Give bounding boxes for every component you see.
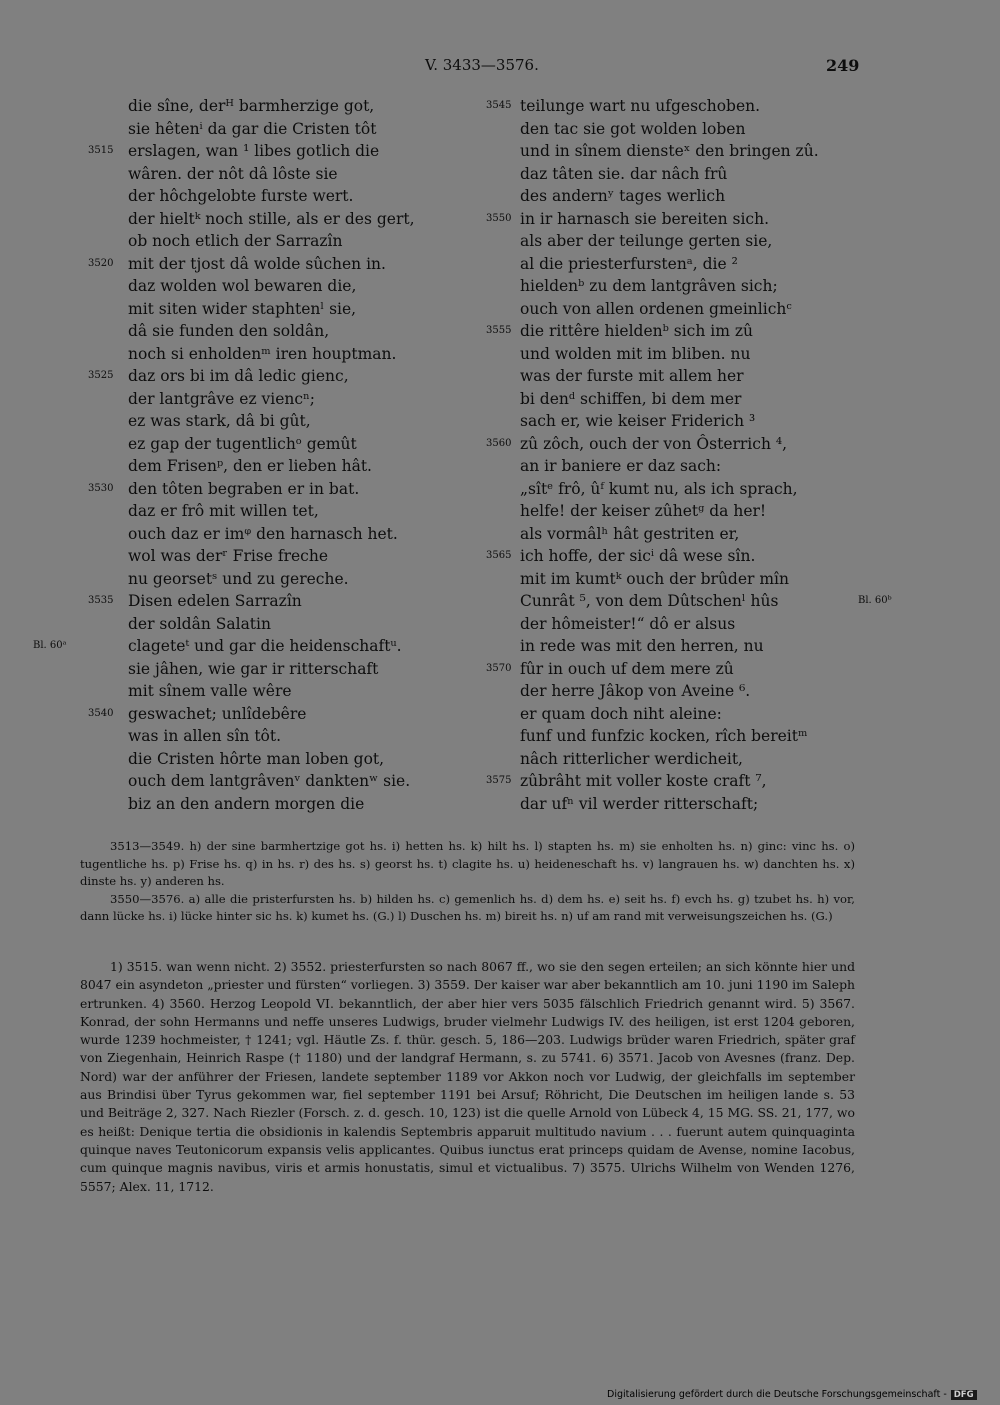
verse-text: mit siten wider staphtenˡ sie, [128, 299, 357, 318]
verse-text: sie hêtenⁱ da gar die Cristen tôt [128, 119, 377, 138]
verse-text: dem Frisenᵖ, den er lieben hât. [128, 457, 372, 475]
verse-line [520, 118, 850, 141]
verse-line [128, 163, 458, 186]
verse-text: teilunge wart nu ufgeschoben. [520, 97, 761, 115]
verse-text: Cunrât ⁵, von dem Dûtschenˡ hûs [520, 592, 779, 610]
verse-text: als vormâlʰ hât gestriten er, [520, 524, 740, 543]
verse-line [486, 545, 850, 568]
line-number: 3545 [486, 100, 512, 111]
verse-line [128, 455, 458, 478]
verse-line [520, 275, 850, 298]
verse-line [520, 680, 850, 703]
verse-text: was in allen sîn tôt. [128, 727, 282, 745]
verse-text: die sîne, derᴴ barmherzige got, [128, 97, 375, 115]
verse-line [128, 613, 458, 636]
verse-line [128, 793, 458, 816]
footer-text: Digitalisierung gefördert durch die Deutsche Forschungsgemeinschaft - [607, 1389, 947, 1400]
verse-line [128, 410, 458, 433]
line-number: 3540 [88, 707, 114, 719]
footer-credit [607, 1389, 977, 1400]
verse-line [486, 95, 850, 118]
verse-text: in ir harnasch sie bereiten sich. [520, 209, 770, 228]
verse-line [128, 230, 458, 253]
verse-text: ich hoffe, der sicⁱ dâ wese sîn. [520, 547, 756, 565]
verse-text: und in sînem diensteˣ den bringen zû. [520, 142, 819, 160]
verse-line [520, 455, 850, 478]
verse-line [520, 635, 850, 658]
verse-line [128, 680, 458, 703]
verse-text: helfe! der keiser zûhetᵍ da her! [520, 502, 767, 520]
verse-line [128, 545, 458, 568]
verse-line [520, 590, 892, 613]
verse-text: daz wolden wol bewaren die, [128, 277, 357, 295]
verse-line [128, 770, 458, 793]
verse-line [128, 388, 458, 411]
verse-line [520, 343, 850, 366]
verse-text: der herre Jâkop von Aveine ⁶. [520, 682, 751, 700]
verse-line [520, 185, 850, 208]
verse-text: ouch von allen ordenen gmeinlichᶜ [520, 299, 792, 318]
verse-text: ez was stark, dâ bi gût, [128, 412, 311, 430]
verse-text: und wolden mit im bliben. nu [520, 344, 751, 363]
verse-text: als aber der teilunge gerten sie, [520, 232, 773, 250]
verse-line [486, 770, 850, 793]
verse-line [520, 388, 850, 411]
verse-line [128, 523, 458, 546]
verse-line [520, 365, 850, 388]
left-verse-column [33, 95, 458, 815]
verse-text: ouch daz er imᵠ den harnasch het. [128, 524, 398, 543]
page-number: 249 [826, 56, 860, 75]
verse-line [33, 635, 458, 658]
verse-text: die rittêre hieldenᵇ sich im zû [520, 322, 753, 340]
verse-line [128, 568, 458, 591]
verse-line [88, 590, 458, 613]
verse-text: dâ sie funden den soldân, [128, 322, 330, 340]
verse-line [520, 703, 850, 726]
verse-text: mit sînem valle wêre [128, 682, 292, 700]
folio-marker: Bl. 60ᵃ [33, 640, 67, 651]
folio-marker: Bl. 60ᵇ [858, 595, 892, 606]
verse-text: an ir baniere er daz sach: [520, 457, 722, 475]
verse-text: die Cristen hôrte man loben got, [128, 749, 385, 768]
verse-line [128, 343, 458, 366]
verse-text: der hieltᵏ noch stille, als er des gert, [128, 209, 415, 228]
verse-text: sie jâhen, wie gar ir ritterschaft [128, 659, 379, 678]
verse-line [486, 320, 850, 343]
verse-line [128, 95, 458, 118]
verse-line [128, 208, 458, 231]
line-number: 3530 [88, 482, 114, 494]
right-verse-column [486, 95, 892, 815]
line-number: 3575 [486, 775, 512, 786]
verse-text: sach er, wie keiser Friderich ³ [520, 412, 756, 430]
verse-line [128, 658, 458, 681]
verse-text: al die priesterfurstenᵃ, die ² [520, 254, 738, 273]
verse-text: ob noch etlich der Sarrazîn [128, 232, 343, 250]
verse-line [520, 140, 850, 163]
verse-line [520, 500, 850, 523]
verse-line [520, 725, 850, 748]
verse-line [128, 433, 458, 456]
verse-range-header: V. 3433—3576. [425, 56, 539, 74]
apparatus-block-2: 3550—3576. a) alle die pristerfursten hs. b) hilden hs. c) gemenlich hs. d) dem hs. e) seit hs. f) evch hs. g) tzubet hs. h) vor, dann lücke hs. i) lücke hinter sic hs. k) kumet hs. (G.) l) Duschen hs. m) bireit hs. n) uf am rand mit verweisungszeichen hs. (G.) [80, 891, 855, 924]
verse-line [520, 478, 850, 501]
verse-text: zûbrâht mit voller koste craft ⁷, [520, 772, 767, 790]
verse-line [128, 725, 458, 748]
verse-text: mit der tjost dâ wolde sûchen in. [128, 254, 386, 273]
line-number: 3515 [88, 145, 114, 156]
verse-text: ez gap der tugentlichᵒ gemût [128, 434, 357, 453]
verse-text: in rede was mit den herren, nu [520, 637, 764, 655]
verse-line [128, 185, 458, 208]
verse-line [88, 365, 458, 388]
verse-text: der soldân Salatin [128, 614, 271, 633]
verse-text: wol was derʳ Frise freche [128, 547, 329, 565]
verse-text: „sîtᵉ frô, ûᶠ kumt nu, als ich sprach, [520, 479, 798, 498]
verse-text: der hôchgelobte furste wert. [128, 187, 354, 205]
line-number: 3565 [486, 550, 512, 561]
verse-text: mit im kumtᵏ ouch der brûder mîn [520, 569, 789, 588]
verse-line [128, 748, 458, 771]
dfg-logo: DFG [951, 1390, 977, 1400]
critical-apparatus [80, 838, 855, 926]
line-number: 3550 [486, 212, 512, 224]
line-number: 3570 [486, 662, 512, 674]
verse-line [128, 118, 458, 141]
line-number: 3560 [486, 437, 512, 449]
verse-line [520, 793, 850, 816]
verse-line [520, 523, 850, 546]
verse-line [486, 208, 850, 231]
line-number: 3525 [88, 370, 114, 381]
verse-line [88, 253, 458, 276]
verse-line [486, 658, 850, 681]
verse-line [128, 500, 458, 523]
verse-text: wâren. der nôt dâ lôste sie [128, 164, 338, 183]
verse-line [88, 478, 458, 501]
verse-text: was der furste mit allem her [520, 367, 744, 385]
verse-text: daz er frô mit willen tet, [128, 502, 319, 520]
verse-text: daz tâten sie. dar nâch frû [520, 164, 728, 183]
verse-text: des andernʸ tages werlich [520, 187, 726, 205]
line-number: 3555 [486, 325, 512, 336]
footnotes [80, 958, 855, 1196]
verse-line [128, 298, 458, 321]
verse-text: nâch ritterlicher werdicheit, [520, 749, 743, 768]
verse-line [486, 433, 850, 456]
verse-line [520, 748, 850, 771]
verse-text: zû zôch, ouch der von Ôsterrich ⁴, [520, 434, 787, 453]
verse-text: dar ufⁿ vil werder ritterschaft; [520, 794, 759, 813]
verse-line [128, 275, 458, 298]
verse-text: den tôten begraben er in bat. [128, 479, 360, 498]
verse-line [520, 230, 850, 253]
verse-line [520, 253, 850, 276]
verse-text: geswachet; unlîdebêre [128, 704, 307, 723]
verse-text: daz ors bi im dâ ledic gienc, [128, 367, 349, 385]
verse-text: bi denᵈ schiffen, bi dem mer [520, 389, 742, 408]
verse-text: fûr in ouch uf dem mere zû [520, 659, 734, 678]
verse-line [520, 410, 850, 433]
verse-text: biz an den andern morgen die [128, 794, 365, 813]
verse-text: ouch dem lantgrâvenᵛ danktenʷ sie. [128, 772, 411, 790]
verse-text: der lantgrâve ez viencⁿ; [128, 389, 316, 408]
verse-text: noch si enholdenᵐ iren houptman. [128, 344, 397, 363]
verse-line [128, 320, 458, 343]
verse-line [520, 568, 850, 591]
verse-text: erslagen, wan ¹ libes gotlich die [128, 142, 380, 160]
verse-text: hieldenᵇ zu dem lantgrâven sich; [520, 277, 778, 295]
verse-text: der hômeister!“ dô er alsus [520, 614, 736, 633]
verse-line [520, 613, 850, 636]
verse-text: funf und funfzic kocken, rîch bereitᵐ [520, 727, 808, 745]
verse-line [520, 298, 850, 321]
footnotes-text: 1) 3515. wan wenn nicht. 2) 3552. priesterfursten so nach 8067 ff., wo sie den segen erteilen; an sich könnte hier und 8047 ein asyndeton „priester und fürsten“ vorliegen. 3) 3559. Der kaiser war aber bekanntlich am 10. juni 1190 im Saleph ertrunken. 4) 3560. Herzog Leopold VI. bekanntlich, der aber hier vers 5035 fälschlich Friedrich genannt wird. 5) 3567. Konrad, der sohn Hermanns und neffe unseres Ludwigs, bruder vielmehr Ludwigs IV. des heiligen, ist erst 1204 geboren, wurde 1239 hochmeister, † 1241; vgl. Häutle Zs. f. thür. gesch. 5, 186—203. Ludwigs brüder waren Friedrich, später graf von Ziegenhain, Heinrich Raspe († 1180) und der landgraf Hermann, s. zu 5741. 6) 3571. Jacob von Avesnes (franz. Dep. Nord) war der anführer der Friesen, landete september 1189 vor Akkon noch vor Ludwig, der gleichfalls im september aus Brindisi über Tyrus gekommen war, fiel september 1191 bei Arsuf; Röhricht, Die Deutschen im heiligen lande s. 53 und Beiträge 2, 327. Nach Riezler (Forsch. z. d. gesch. 10, 123) ist die quelle Arnold von Lübeck 4, 15 MG. SS. 21, 177, wo es heißt: Denique tertia die obsidionis in kalendis Septembris apparuit multitudo navium . . . fuerunt autem quinquaginta quinque naves Teutonicorum expansis velis applicantes. Quibus iunctus erat princeps quidam de Avense, nomine Iacobus, cum quinque magnis navibus, viris et armis honustatis, simul et victualibus. 7) 3575. Ulrichs Wilhelm von Wenden 1276, 5557; Alex. 11, 1712. [80, 959, 855, 1194]
verse-text: nu georsetˢ und zu gereche. [128, 569, 349, 588]
verse-line [88, 703, 458, 726]
line-number: 3535 [88, 595, 114, 606]
apparatus-block-1: 3513—3549. h) der sine barmhertzige got hs. i) hetten hs. k) hilt hs. l) stapten hs. m) sie enholten hs. n) ginc: vinc hs. o) tugentliche hs. p) Frise hs. q) in hs. r) des hs. s) georst hs. t) clagite hs. u) heideneschaft hs. v) langrauen hs. w) danchten hs. x) dinste hs. y) anderen hs. [80, 839, 855, 889]
line-number: 3520 [88, 257, 114, 269]
verse-text: Disen edelen Sarrazîn [128, 592, 302, 610]
verse-text: er quam doch niht aleine: [520, 704, 722, 723]
verse-line [520, 163, 850, 186]
verse-text: den tac sie got wolden loben [520, 119, 746, 138]
verse-text: clageteᵗ und gar die heidenschaftᵘ. [128, 637, 402, 655]
verse-line [88, 140, 458, 163]
